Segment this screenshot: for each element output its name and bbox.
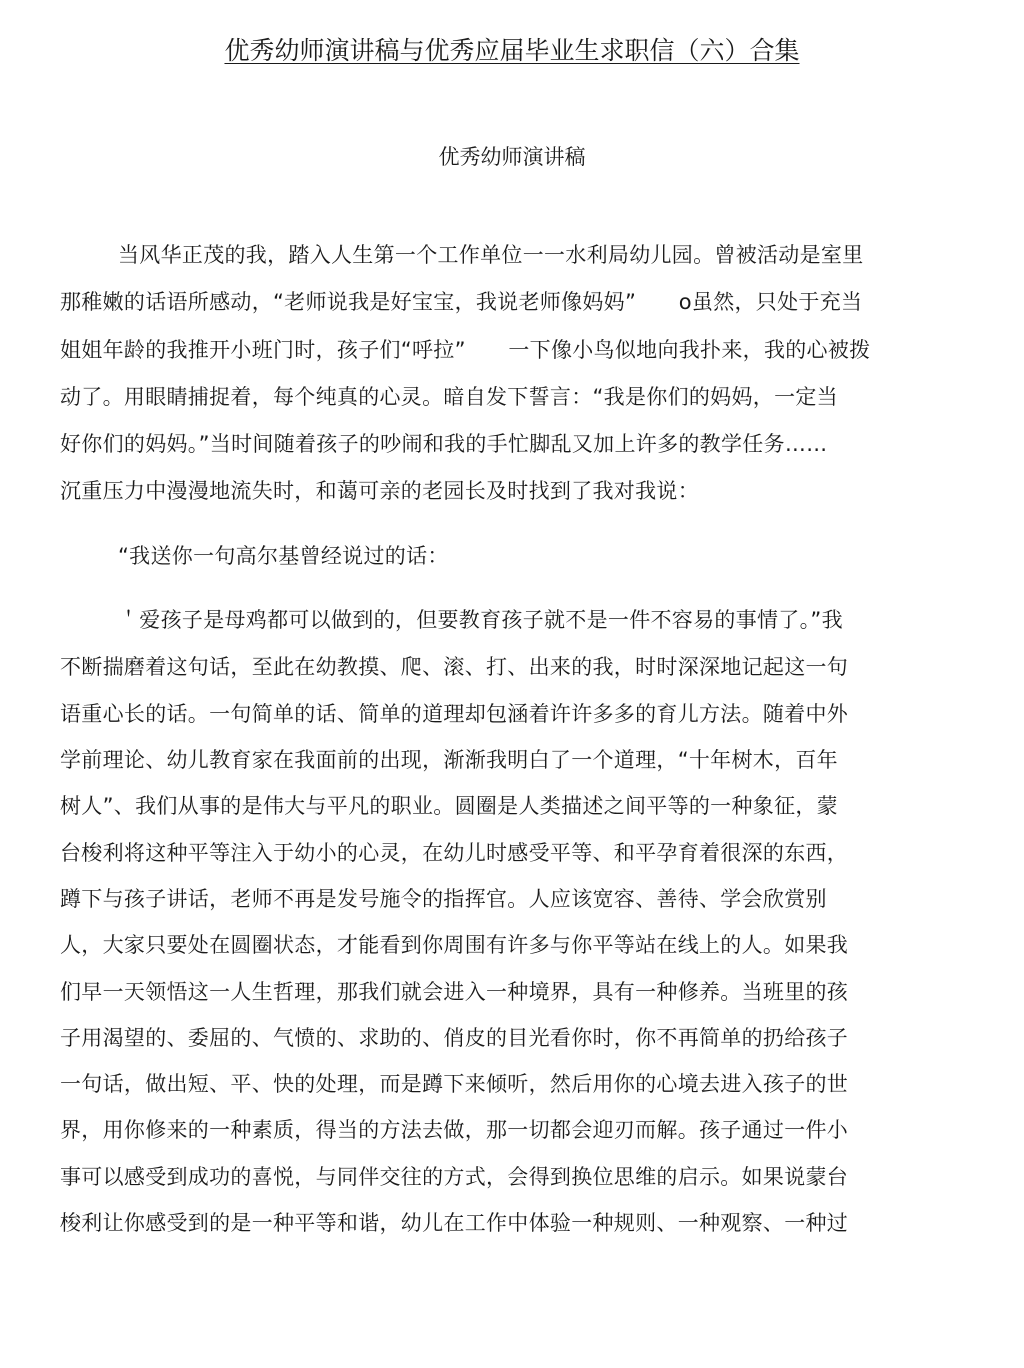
paragraph-line: 好你们的妈妈。”当时间随着孩子的吵闹和我的手忙脚乱又加上许多的教学任务…… [60, 432, 828, 456]
paragraph-line: 不断揣磨着这句话，至此在幼教摸、爬、滚、打、出来的我，时时深深地记起这一句 [60, 655, 849, 679]
paragraph-line: 树人”、我们从事的是伟大与平凡的职业。圆圈是人类描述之间平等的一种象征，蒙 [60, 794, 838, 818]
paragraph-line: ＇爱孩子是母鸡都可以做到的，但要教育孩子就不是一件不容易的事情了。”我 [118, 608, 843, 632]
paragraph-line: “我送你一句高尔基曾经说过的话： [118, 544, 449, 568]
paragraph-line: 们早一天领悟这一人生哲理，那我们就会进入一种境界，具有一种修养。当班里的孩 [60, 980, 849, 1004]
paragraph-line: 语重心长的话。一句简单的话、简单的道理却包涵着许许多多的育儿方法。随着中外 [60, 702, 849, 726]
document-title: 优秀幼师演讲稿与优秀应届毕业生求职信（六）合集 [224, 36, 800, 65]
paragraph-line: 蹲下与孩子讲话，老师不再是发号施令的指挥官。人应该宽容、善待、学会欣赏别 [60, 887, 827, 911]
paragraph-line: 台梭利将这种平等注入于幼小的心灵，在幼儿时感受平等、和平孕育着很深的东西， [60, 841, 849, 865]
paragraph-line: 人，大家只要处在圆圈状态，才能看到你周围有许多与你平等站在线上的人。如果我 [60, 933, 849, 957]
paragraph-line: 当风华正茂的我，踏入人生第一个工作单位一一水利局幼儿园。曾被活动是室里 [118, 243, 864, 267]
paragraph-line: 姐姐年龄的我推开小班门时，孩子们“呼拉” 一下像小鸟似地向我扑来，我的心被拨 [60, 338, 871, 362]
paragraph-line: 学前理论、幼儿教育家在我面前的出现，渐渐我明白了一个道理，“十年树木，百年 [60, 748, 838, 772]
paragraph-line: 界，用你修来的一种素质，得当的方法去做，那一切都会迎刃而解。孩子通过一件小 [60, 1118, 849, 1142]
paragraph-line: 梭利让你感受到的是一种平等和谐，幼儿在工作中体验一种规则、一种观察、一种过 [60, 1211, 849, 1235]
paragraph-line: 一句话，做出短、平、快的处理，而是蹲下来倾听，然后用你的心境去进入孩子的世 [60, 1072, 849, 1096]
paragraph-line: 沉重压力中漫漫地流失时，和蔼可亲的老园长及时找到了我对我说： [60, 479, 699, 503]
paragraph-line: 那稚嫩的话语所感动，“老师说我是好宝宝，我说老师像妈妈” o虽然，只处于充当 [60, 290, 863, 314]
section-title: 优秀幼师演讲稿 [438, 145, 586, 169]
paragraph-line: 子用渴望的、委屈的、气愤的、求助的、俏皮的目光看你时，你不再简单的扔给孩子 [60, 1026, 849, 1050]
paragraph-line: 动了。用眼睛捕捉着，每个纯真的心灵。暗自发下誓言：“我是你们的妈妈，一定当 [60, 385, 838, 409]
paragraph-line: 事可以感受到成功的喜悦，与同伴交往的方式，会得到换位思维的启示。如果说蒙台 [60, 1165, 849, 1189]
